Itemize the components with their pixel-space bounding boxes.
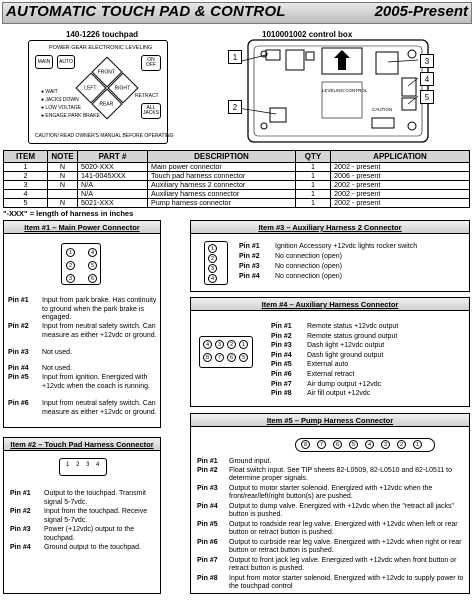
item5-pin-label: Pin #8 xyxy=(197,575,218,582)
item1-pin-cell: 5 xyxy=(88,261,97,270)
item5-pin-label: Pin #3 xyxy=(197,485,218,492)
item3-pin-row xyxy=(239,273,342,281)
item1-pin-text: Input from neutral safety switch. Can measure as either +12vdc or ground. xyxy=(42,323,157,339)
table-cell: 1 xyxy=(296,190,331,199)
callout-5: 5 xyxy=(420,90,434,104)
item4-pin-text: Air dump output +12vdc xyxy=(307,380,382,388)
touchpad-right-button: RIGHT xyxy=(107,72,138,103)
item1-pin-cell: 1 xyxy=(66,248,75,257)
touchpad-illustration xyxy=(28,40,174,144)
controlbox-caution: CAUTION xyxy=(372,107,393,112)
table-cell: N xyxy=(48,163,78,172)
item5-pin-label: Pin #7 xyxy=(197,557,218,564)
item3-pin-text: No connection (open) xyxy=(275,253,342,260)
table-cell: N/A xyxy=(78,181,148,190)
item2-pin-label: Pin #3 xyxy=(10,526,31,533)
touchpad-main-button: MAIN xyxy=(35,55,53,69)
touchpad-auto-button: AUTO xyxy=(57,55,75,69)
table-cell: Pump harness connector xyxy=(148,199,296,208)
table-cell: 2002 - present xyxy=(331,199,470,208)
indicator-jacks-down: ● JACKS DOWN xyxy=(41,97,79,103)
item1-pin-label: Pin #4 xyxy=(8,365,29,372)
item4-pin-text: Remote status ground output xyxy=(307,332,398,340)
item1-pin-text: Input from neutral safety switch. Can measure as either +12vdc or ground. xyxy=(42,400,157,416)
table-cell: 1 xyxy=(4,163,48,172)
table-cell: 141-0045XXX xyxy=(78,172,148,181)
table-cell: N xyxy=(48,181,78,190)
item1-pin-cell: 2 xyxy=(66,261,75,270)
item2-pin-number: 3 xyxy=(86,462,90,468)
item1-pin-label: Pin #1 xyxy=(8,297,29,304)
item5-pin-text: Float switch input. See TIP sheets 82-L0509, 82-L0510 and 82-L0511 to determine proper signals. xyxy=(229,467,452,483)
item5-pin-text: Ground input. xyxy=(229,458,272,465)
item5-pin-cell: 1 xyxy=(413,440,422,449)
item4-pin-text: Remote status +12vdc output xyxy=(307,323,399,330)
item4-pin-cell: 5 xyxy=(239,353,248,362)
item1-pin-cell: 6 xyxy=(88,274,97,283)
item3-pin-row xyxy=(239,253,342,261)
table-cell: 1 xyxy=(296,172,331,181)
item5-pin-cell: 3 xyxy=(381,440,390,449)
item1-pin-text: Input from park brake. Has continuity to ground when the park brake is engaged. xyxy=(42,297,157,322)
col-qty: QTY xyxy=(296,151,331,163)
item5-pin-cell: 7 xyxy=(317,440,326,449)
table-cell: 2 xyxy=(4,172,48,181)
col-note: NOTE xyxy=(48,151,78,163)
table-cell: 2006 - present xyxy=(331,172,470,181)
table-cell: 2002 - present xyxy=(331,163,470,172)
item3-pin-cell: 2 xyxy=(208,254,217,263)
item4-pin-label: Pin #3 xyxy=(271,342,292,350)
item4-pin-row xyxy=(271,361,348,369)
item5-pin-text: Output to roadside rear leg valve. Energized with +12vdc when left or rear button or retract button is pushed. xyxy=(229,521,458,537)
item4-pin-cell: 6 xyxy=(227,353,236,362)
item4-pin-text: External auto xyxy=(307,361,349,369)
table-cell: 5 xyxy=(4,199,48,208)
item3-pin-row xyxy=(239,263,342,271)
col-part: PART # xyxy=(78,151,148,163)
item5-pin-cell: 5 xyxy=(349,440,358,449)
item3-pin-label: Pin #2 xyxy=(239,253,260,260)
item1-pin-label: Pin #2 xyxy=(8,323,29,330)
item5-pin-label: Pin #4 xyxy=(197,503,218,510)
page-date-range: 2005-Present xyxy=(374,3,468,20)
item5-header: Item #5 – Pump Harness Connector xyxy=(191,414,469,427)
item3-pin-cell: 3 xyxy=(208,264,217,273)
item2-pin-label: Pin #2 xyxy=(10,508,31,515)
col-application: APPLICATION xyxy=(331,151,470,163)
item2-pin-label: Pin #4 xyxy=(10,544,31,551)
item2-pin-text: Ground output to the touchpad. xyxy=(44,544,141,551)
item1-pin-cell: 3 xyxy=(66,274,75,283)
table-cell: Auxiliary harness 2 connector xyxy=(148,181,296,190)
item1-pin-label: Pin #3 xyxy=(8,349,29,356)
touchpad-onoff-button: ON OFF xyxy=(141,55,161,71)
table-cell: 3 xyxy=(4,181,48,190)
item2-section xyxy=(3,437,161,594)
indicator-park-brake: ● ENGAGE PARK BRAKE xyxy=(41,113,100,119)
col-description: DESCRIPTION xyxy=(148,151,296,163)
page-title: AUTOMATIC TOUCH PAD & CONTROL xyxy=(6,3,286,20)
item4-pin-cell: 2 xyxy=(227,340,236,349)
touchpad-caution: CAUTION! READ OWNER'S MANUAL BEFORE OPERATING xyxy=(35,133,174,139)
item1-pin-label: Pin #5 xyxy=(8,374,29,381)
item3-pin-text: No connection (open) xyxy=(275,263,342,270)
item4-section xyxy=(190,297,470,407)
item4-pin-row xyxy=(271,381,381,389)
callout-4: 4 xyxy=(420,72,434,86)
table-cell: Auxiliary harness connector xyxy=(148,190,296,199)
controlbox-caption: 1010001002 control box xyxy=(262,30,353,39)
item4-pin-text: Air fill output +12vdc xyxy=(307,390,371,398)
item3-pin-text: Ignition Accessory +12vdc lights rocker switch xyxy=(275,243,418,250)
table-cell: 1 xyxy=(296,181,331,190)
touchpad-brand: POWER GEAR ELECTRONIC LEVELING xyxy=(49,45,153,51)
item4-pin-label: Pin #2 xyxy=(271,332,292,340)
item1-pin-text: Not used. xyxy=(42,349,72,356)
item5-section xyxy=(190,413,470,594)
item2-header: Item #2 – Touch Pad Harness Connector xyxy=(4,438,160,451)
item2-pin-label: Pin #1 xyxy=(10,490,31,497)
touchpad-left-button: LEFT xyxy=(75,72,106,103)
parts-table xyxy=(3,150,470,208)
callout-1: 1 xyxy=(228,50,242,64)
item3-pin-label: Pin #1 xyxy=(239,243,260,250)
col-item: ITEM xyxy=(4,151,48,163)
touchpad-rear-button: REAR xyxy=(91,88,122,119)
item4-pin-label: Pin #7 xyxy=(271,380,292,388)
table-cell: Touch pad harness connector xyxy=(148,172,296,181)
item4-header: Item #4 – Auxiliary Harness Connector xyxy=(191,298,469,311)
item2-pin-number: 1 xyxy=(66,462,70,468)
table-cell: N xyxy=(48,172,78,181)
item5-pin-cell: 4 xyxy=(365,440,374,449)
indicator-low-voltage: ● LOW VOLTAGE xyxy=(41,105,82,111)
item4-pin-label: Pin #8 xyxy=(271,390,292,398)
table-cell: 1 xyxy=(296,163,331,172)
indicator-wait: ● WAIT xyxy=(41,89,58,95)
item2-pin-text: Input from the touchpad. Receive signal 5-7vdc. xyxy=(44,508,148,524)
controlbox-brand-label: LEVELING CONTROL xyxy=(322,88,368,93)
table-cell: N xyxy=(48,199,78,208)
item5-pin-label: Pin #6 xyxy=(197,539,218,546)
callout-3: 3 xyxy=(420,54,434,68)
item1-pin-cell: 4 xyxy=(88,248,97,257)
item3-pin-label: Pin #4 xyxy=(239,273,260,280)
item4-pin-text: Dash light ground output xyxy=(307,351,384,359)
item5-pin-text: Output to dump valve. Energized with +12vdc when the "retract all jacks" button is pushed. xyxy=(229,503,455,519)
item4-pin-cell: 7 xyxy=(215,353,224,362)
table-row xyxy=(4,199,470,208)
table-cell: N/A xyxy=(78,190,148,199)
item4-pin-text: Dash light +12vdc output xyxy=(307,342,385,350)
item4-pin-cell: 8 xyxy=(203,353,212,362)
item3-pin-cell: 1 xyxy=(208,244,217,253)
item4-pin-row xyxy=(271,352,383,360)
table-cell: 5021-XXX xyxy=(78,199,148,208)
table-cell: 1 xyxy=(296,199,331,208)
item2-pin-text: Output to the touchpad. Transmit signal 5-7vdc. xyxy=(44,490,146,506)
item2-pin-number: 2 xyxy=(76,462,80,468)
item4-pin-row xyxy=(271,333,397,341)
item4-pin-label: Pin #5 xyxy=(271,361,292,369)
item4-pin-row xyxy=(271,342,384,350)
item5-pin-cell: 6 xyxy=(333,440,342,449)
item4-pin-row xyxy=(271,390,370,398)
item3-pin-row xyxy=(239,243,417,251)
item5-pin-text: Input from motor starter solenoid. Energized with +12vdc to supply power to the touchpad control xyxy=(229,575,464,591)
item1-pin-text: Input from ignition. Energized with +12vdc when the coach is running. xyxy=(42,374,150,390)
item1-section xyxy=(3,220,161,428)
item3-pin-label: Pin #3 xyxy=(239,263,260,270)
table-row xyxy=(4,190,470,199)
item3-section xyxy=(190,220,470,292)
item5-pin-cell: 8 xyxy=(301,440,310,449)
touchpad-alljacks-button: ALL JACKS xyxy=(141,103,161,119)
item1-pin-label: Pin #6 xyxy=(8,400,29,407)
item5-pin-label: Pin #2 xyxy=(197,467,218,474)
callout-2: 2 xyxy=(228,100,242,114)
item4-pin-text: External retract xyxy=(307,371,355,378)
item2-pin-number: 4 xyxy=(96,462,100,468)
item5-pin-cell: 2 xyxy=(397,440,406,449)
item4-pin-row xyxy=(271,323,398,331)
item2-pin-text: Power (+12vdc) output to the touchpad. xyxy=(44,526,135,542)
table-cell: Main power connector xyxy=(148,163,296,172)
item5-pin-text: Output to front jack leg valve. Energized with +12vdc when front button or retract button is pushed. xyxy=(229,557,457,573)
item5-pin-label: Pin #1 xyxy=(197,458,218,465)
item3-header: Item #3 – Auxiliary Harness 2 Connector xyxy=(191,221,469,234)
touchpad-retract-label: RETRACT xyxy=(135,93,159,99)
item1-pin-text: Not used. xyxy=(42,365,72,372)
harness-length-note: "-XXX" = length of harness in inches xyxy=(3,209,134,218)
table-cell: 2002 - present xyxy=(331,181,470,190)
touchpad-caption: 140-1226 touchpad xyxy=(66,30,139,39)
touchpad-front-button: FRONT xyxy=(91,56,122,87)
item3-pin-cell: 4 xyxy=(208,274,217,283)
table-cell: 5020-XXX xyxy=(78,163,148,172)
item4-pin-cell: 4 xyxy=(203,340,212,349)
table-cell: 2002 - present xyxy=(331,190,470,199)
item4-pin-cell: 3 xyxy=(215,340,224,349)
item3-pin-text: No connection (open) xyxy=(275,273,342,280)
item1-header: Item #1 – Main Power Connector xyxy=(4,221,160,234)
item4-pin-row xyxy=(271,371,354,379)
item4-pin-label: Pin #1 xyxy=(271,323,292,330)
item5-pin-label: Pin #5 xyxy=(197,521,218,528)
item4-pin-label: Pin #6 xyxy=(271,371,292,378)
item5-pin-text: Output to motor starter solenoid. Energized with +12vdc when the front/rear/left/right button(s) are pushed. xyxy=(229,485,433,501)
item4-pin-label: Pin #4 xyxy=(271,351,292,359)
table-cell: 4 xyxy=(4,190,48,199)
item5-pin-text: Output to curbside rear leg valve. Energized with +12vdc when right or rear button or retract button is pushed. xyxy=(229,539,462,555)
item4-pin-cell: 1 xyxy=(239,340,248,349)
